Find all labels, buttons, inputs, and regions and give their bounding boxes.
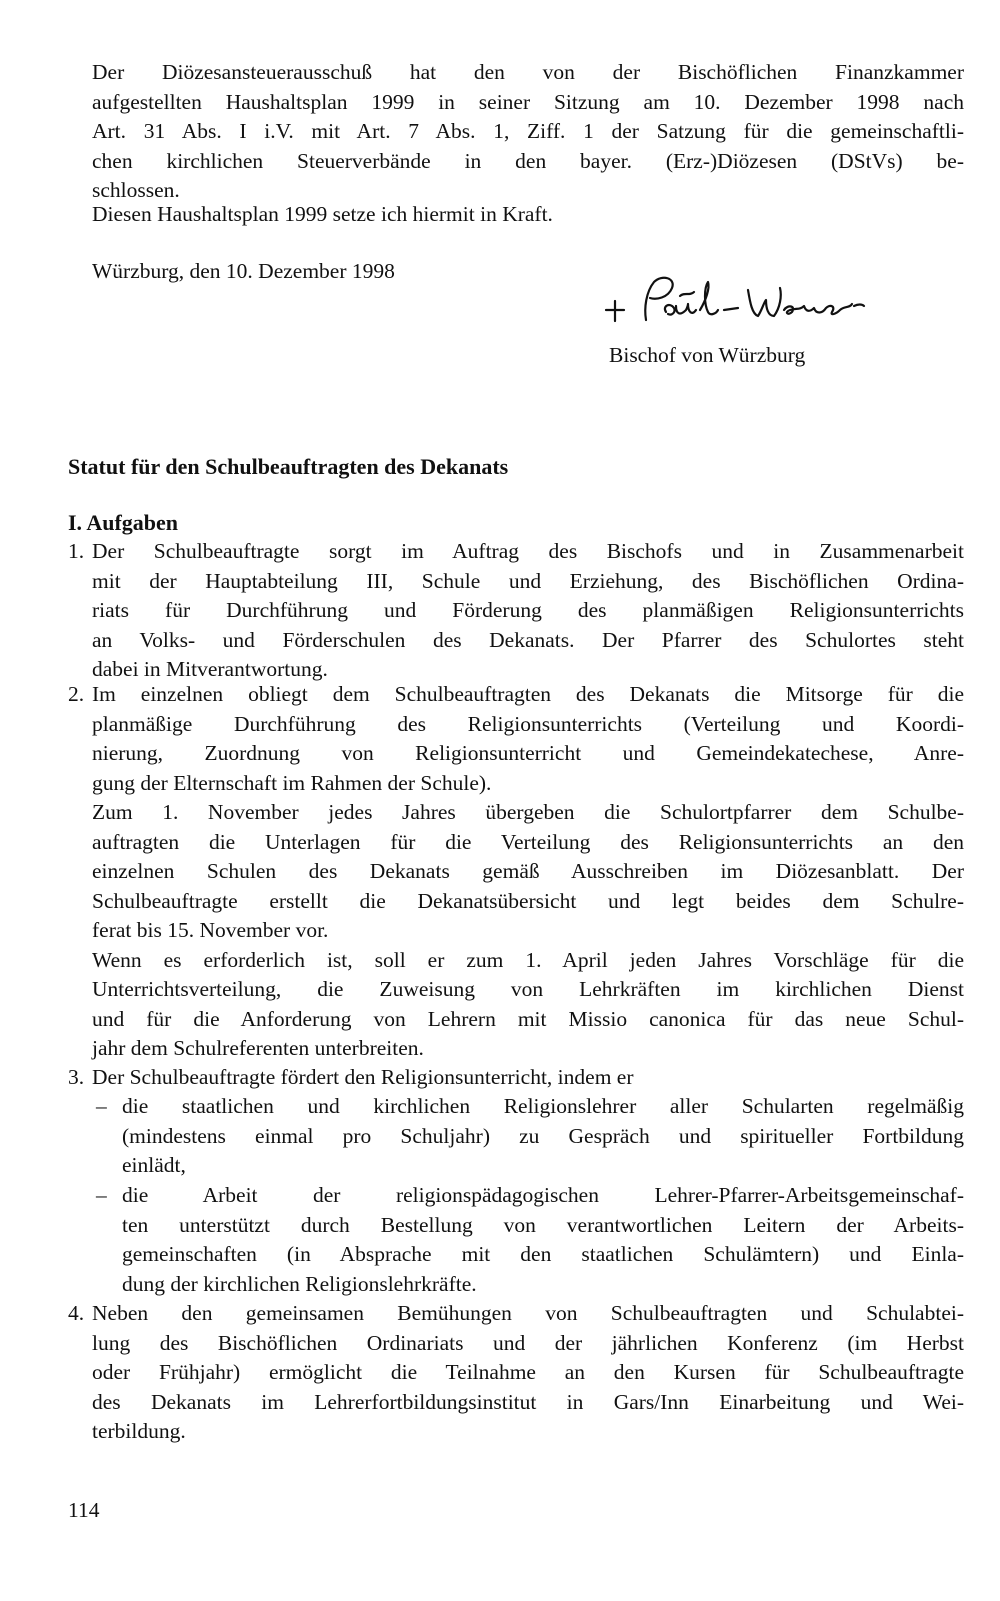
- place-date: Würzburg, den 10. Dezember 1998: [92, 259, 395, 283]
- list-dash: –: [96, 1094, 107, 1118]
- text-line: mit der Hauptabteilung III, Schule und Erziehung, des Bischöflichen Ordina-: [92, 568, 964, 593]
- text-line: schlossen.: [92, 178, 180, 202]
- item-number: 2.: [68, 682, 85, 706]
- item-number: 4.: [68, 1301, 85, 1325]
- text-line: nierung, Zuordnung von Religionsunterricht und Gemeindekatechese, Anre-: [92, 741, 964, 765]
- text-line: einzelnen Schulen des Dekanats gemäß Ausschreiben im Diözesanblatt. Der: [92, 859, 964, 883]
- item-number: 1.: [68, 539, 85, 563]
- item-1-text: [92, 537, 964, 685]
- text-line: oder Frühjahr) ermöglicht die Teilnahme an den Kursen für Schulbeauftragte: [92, 1360, 964, 1384]
- text-line: an Volks- und Förderschulen des Dekanats. Der Pfarrer des Schulortes steht: [92, 627, 964, 652]
- text-line: des Dekanats im Lehrerfortbildungsinstitut in Gars/Inn Einarbeitung und Wei-: [92, 1389, 964, 1414]
- text-line: Art. 31 Abs. I i.V. mit Art. 7 Abs. 1, Ziff. 1 der Satzung für die gemeinschaftli-: [92, 119, 964, 143]
- text-line: planmäßige Durchführung des Religionsunterrichts (Verteilung und Koordi-: [92, 711, 964, 736]
- text-line: einlädt,: [122, 1153, 186, 1177]
- text-line: Der Schulbeauftragte sorgt im Auftrag des Bischofs und in Zusammenarbeit: [92, 539, 964, 563]
- text-line: Im einzelnen obliegt dem Schulbeauftragten des Dekanats die Mitsorge für die: [92, 682, 964, 706]
- text-line: Schulbeauftragte erstellt die Dekanatsübersicht und legt beides dem Schulre-: [92, 888, 964, 913]
- item-4-text: [92, 1299, 964, 1447]
- text-line: dabei in Mitverantwortung.: [92, 657, 328, 681]
- text-line: lung des Bischöflichen Ordinariats und der jährlichen Konferenz (im Herbst: [92, 1330, 964, 1355]
- text-line: jahr dem Schulreferenten unterbreiten.: [92, 1036, 424, 1060]
- text-line: und für die Anforderung von Lehrern mit Missio canonica für das neue Schul-: [92, 1006, 964, 1031]
- text-line: (mindestens einmal pro Schuljahr) zu Gespräch und spiritueller Fortbildung: [122, 1123, 964, 1148]
- page-number: 114: [68, 1498, 100, 1522]
- item-number: 3.: [68, 1065, 85, 1089]
- text-line: chen kirchlichen Steuerverbände in den bayer. (Erz-)Diözesen (DStVs) be-: [92, 148, 964, 173]
- text-line: dung der kirchlichen Religionslehrkräfte.: [122, 1271, 477, 1296]
- intro-paragraph: [92, 58, 964, 206]
- section-heading: I. Aufgaben: [68, 510, 179, 535]
- text-line: Unterrichtsverteilung, die Zuweisung von Lehrkräften im kirchlichen Dienst: [92, 977, 964, 1001]
- item-2-text: [92, 680, 964, 1064]
- signature-image: [600, 270, 960, 330]
- text-line: Wenn es erforderlich ist, soll er zum 1. April jeden Jahres Vorschläge für die: [92, 947, 964, 972]
- text-line: die staatlichen und kirchlichen Religionslehrer aller Schularten regelmäßig: [122, 1094, 964, 1118]
- text-line: ferat bis 15. November vor.: [92, 918, 329, 942]
- text-line: Zum 1. November jedes Jahres übergeben die Schulortpfarrer dem Schulbe-: [92, 800, 964, 824]
- item-3-bullet-2: [122, 1181, 964, 1299]
- statute-title: Statut für den Schulbeauftragten des Dekanats: [68, 454, 509, 479]
- item-3-bullet-1: [122, 1092, 964, 1181]
- text-line: gung der Elternschaft im Rahmen der Schule).: [92, 770, 492, 795]
- text-line: gemeinschaften (in Absprache mit den staatlichen Schulämtern) und Einla-: [122, 1242, 964, 1266]
- item-3-intro: Der Schulbeauftragte fördert den Religionsunterricht, indem er: [92, 1065, 634, 1089]
- text-line: ten unterstützt durch Bestellung von verantwortlichen Leitern der Arbeits-: [122, 1212, 964, 1237]
- text-line: auftragten die Unterlagen für die Verteilung des Religionsunterrichts an den: [92, 829, 964, 854]
- list-dash: –: [96, 1183, 107, 1207]
- text-line: die Arbeit der religionspädagogischen Lehrer-Pfarrer-Arbeitsgemeinschaf-: [122, 1183, 964, 1207]
- text-line: terbildung.: [92, 1419, 186, 1443]
- text-line: Der Diözesansteuerausschuß hat den von der Bischöflichen Finanzkammer: [92, 60, 964, 84]
- text-line: aufgestellten Haushaltsplan 1999 in seiner Sitzung am 10. Dezember 1998 nach: [92, 89, 964, 114]
- text-line: riats für Durchführung und Förderung des planmäßigen Religionsunterrichts: [92, 598, 964, 622]
- signatory-title: Bischof von Würzburg: [609, 343, 806, 367]
- text-line: Neben den gemeinsamen Bemühungen von Schulbeauftragten und Schulabtei-: [92, 1301, 964, 1325]
- enactment-sentence: Diesen Haushaltsplan 1999 setze ich hiermit in Kraft.: [92, 202, 553, 226]
